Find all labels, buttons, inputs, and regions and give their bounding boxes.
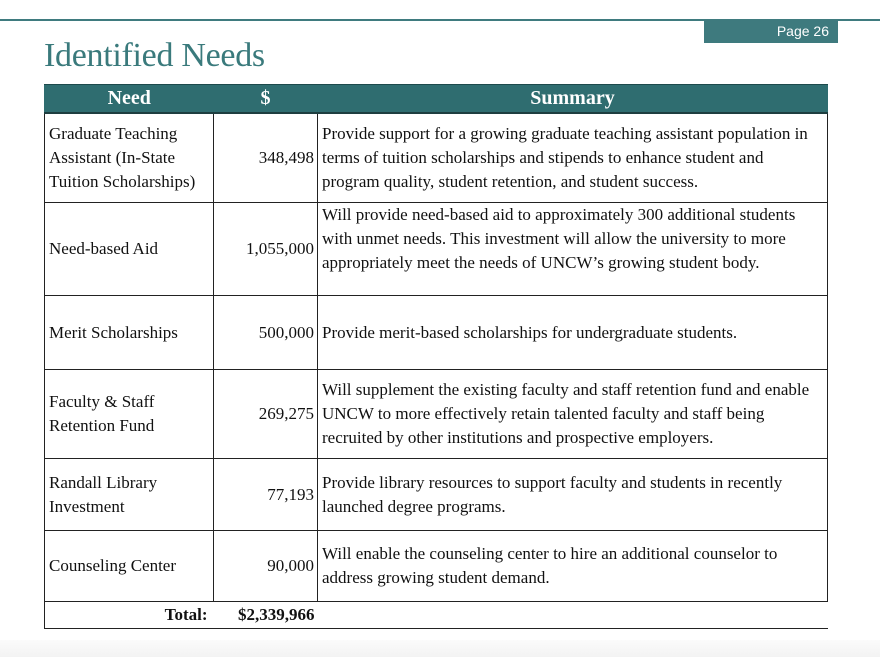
amount-cell: 269,275: [214, 370, 318, 459]
need-cell: Counseling Center: [45, 531, 214, 602]
summary-cell: Will enable the counseling center to hire an additional counselor to address growing student demand.: [318, 531, 828, 602]
table-row: [45, 531, 828, 602]
summary-cell: Provide library resources to support faculty and students in recently launched degree programs.: [318, 459, 828, 531]
table-row: [45, 296, 828, 370]
summary-cell: Provide support for a growing graduate teaching assistant population in terms of tuition scholarships and stipends to enhance student and program quality, student retention, and student success.: [318, 113, 828, 203]
amount-cell: 1,055,000: [214, 203, 318, 296]
column-header-summary: Summary: [318, 85, 828, 114]
summary-cell: Will supplement the existing faculty and staff retention fund and enable UNCW to more effectively retain talented faculty and staff being recruited by other institutions and prospective employers.: [318, 370, 828, 459]
total-blank-cell: [318, 602, 828, 629]
page-title: Identified Needs: [44, 37, 265, 74]
need-cell: Need-based Aid: [45, 203, 214, 296]
total-amount: $2,339,966: [214, 602, 318, 629]
table-row: [45, 113, 828, 203]
need-cell: Merit Scholarships: [45, 296, 214, 370]
table-row: [45, 370, 828, 459]
amount-cell: 348,498: [214, 113, 318, 203]
total-label: Total:: [45, 602, 214, 629]
table-header: [45, 85, 828, 114]
need-cell: Randall Library Investment: [45, 459, 214, 531]
page-number-badge: Page 26: [704, 20, 838, 43]
column-header-amount: $: [214, 85, 318, 114]
amount-cell: 77,193: [214, 459, 318, 531]
identified-needs-table: [44, 84, 828, 629]
need-cell: Graduate Teaching Assistant (In-State Tuition Scholarships): [45, 113, 214, 203]
need-cell: Faculty & Staff Retention Fund: [45, 370, 214, 459]
table-row: [45, 203, 828, 296]
page-bottom-strip: [0, 640, 880, 657]
column-header-need: Need: [45, 85, 214, 114]
summary-cell: Provide merit-based scholarships for undergraduate students.: [318, 296, 828, 370]
amount-cell: 500,000: [214, 296, 318, 370]
summary-cell: Will provide need-based aid to approximately 300 additional students with unmet needs. This investment will allow the university to more appropriately meet the needs of UNCW’s growing student body.: [318, 203, 828, 296]
amount-cell: 90,000: [214, 531, 318, 602]
table-row: [45, 459, 828, 531]
total-row: [45, 602, 828, 629]
